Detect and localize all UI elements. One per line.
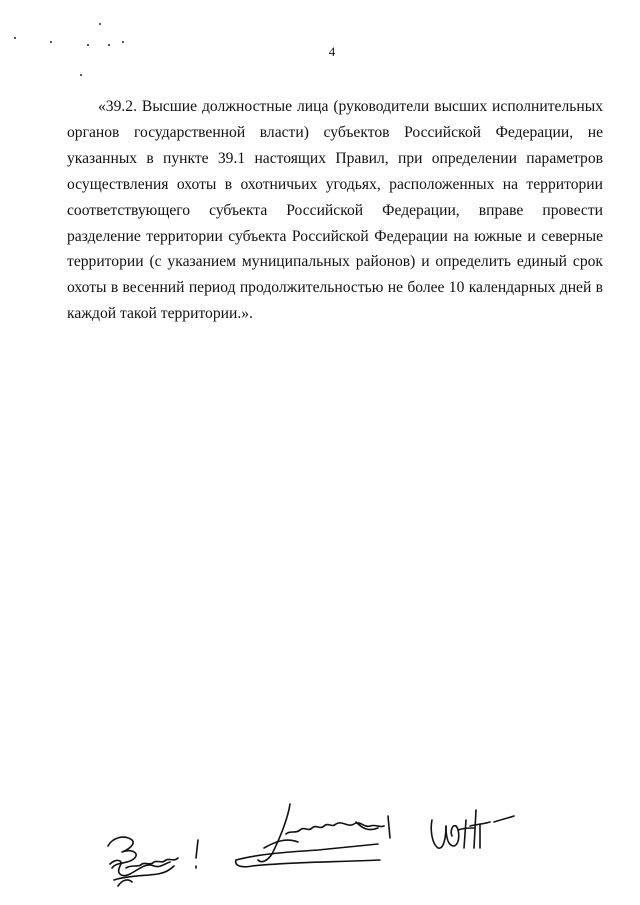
page-number: 4 <box>328 44 336 59</box>
signature-area <box>0 790 640 900</box>
scan-speck <box>80 74 82 76</box>
signature-1-drawing <box>102 818 222 898</box>
scan-speck <box>50 41 52 43</box>
signature-1 <box>102 818 222 898</box>
signature-2-drawing <box>228 798 398 878</box>
scan-speck <box>99 23 101 25</box>
signature-3 <box>428 800 518 860</box>
signature-2 <box>228 798 398 878</box>
signature-3-drawing <box>428 800 518 860</box>
scan-speck <box>14 37 16 39</box>
scan-speck <box>122 41 124 43</box>
paragraph-39-2: «39.2. Высшие должностные лица (руководители высших исполнительных органов государственной власти) субъектов Российской Федерации, не указанных в пункте 39.1 настоящих Правил, при определении параметров осуществления охоты в охотничьих угодьях, расположенных на территории соответствующего субъекта Российской Федерации, вправе провести разделение территории субъекта Российской Федерации на южные и северные территории (с указанием муниципальных районов) и определить единый срок охоты в весенний период продолжительностью не более 10 календарных дней в каждой такой территории.». <box>67 98 603 323</box>
